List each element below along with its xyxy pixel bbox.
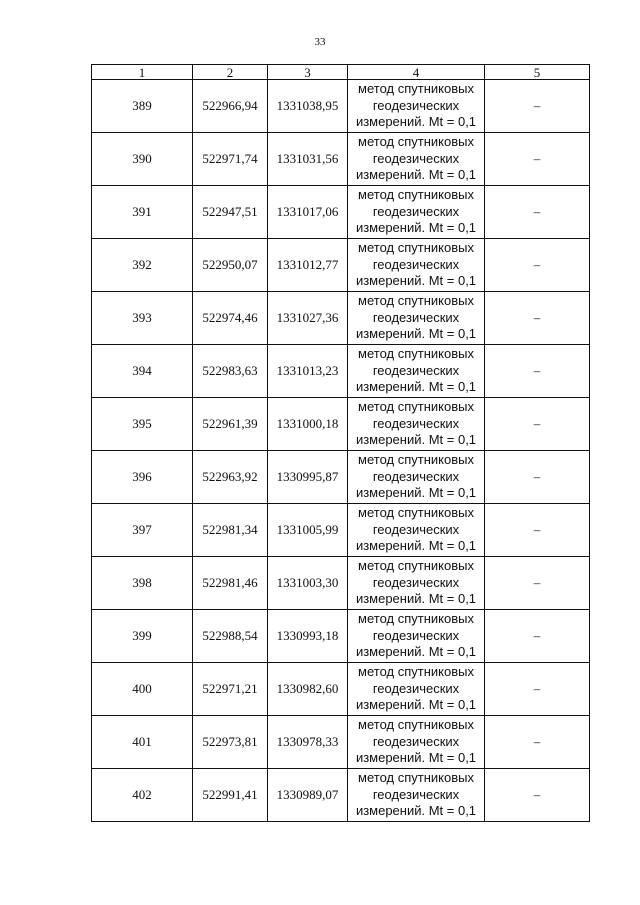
table-row (92, 610, 590, 663)
method-line: геодезических (372, 256, 460, 272)
method-line: метод спутниковых (358, 611, 474, 627)
x-coordinate-cell: 522966,94 (193, 80, 268, 133)
point-number-cell: 390 (92, 133, 193, 186)
method-cell (348, 186, 485, 239)
note-cell: – (485, 769, 590, 822)
y-coordinate-cell: 1331017,06 (268, 186, 348, 239)
method-cell (348, 292, 485, 345)
method-line: измерений. Mt = 0,1 (355, 273, 477, 289)
x-coordinate-cell: 522974,46 (193, 292, 268, 345)
header-col-4: 4 (348, 65, 485, 80)
point-number-cell: 400 (92, 663, 193, 716)
table-row (92, 663, 590, 716)
method-line: измерений. Mt = 0,1 (355, 538, 477, 554)
y-coordinate-cell: 1330978,33 (268, 716, 348, 769)
y-coordinate-cell: 1330982,60 (268, 663, 348, 716)
method-line: метод спутниковых (358, 664, 474, 680)
point-number-cell: 395 (92, 398, 193, 451)
method-line: метод спутниковых (358, 81, 474, 97)
header-col-5: 5 (485, 65, 590, 80)
method-line: метод спутниковых (358, 452, 474, 468)
method-line: геодезических (372, 468, 460, 484)
table-row (92, 398, 590, 451)
note-cell: – (485, 345, 590, 398)
y-coordinate-cell: 1330995,87 (268, 451, 348, 504)
method-line: геодезических (372, 627, 460, 643)
y-coordinate-cell: 1331003,30 (268, 557, 348, 610)
table-row (92, 292, 590, 345)
note-cell: – (485, 451, 590, 504)
x-coordinate-cell: 522983,63 (193, 345, 268, 398)
method-line: измерений. Mt = 0,1 (355, 432, 477, 448)
point-number-cell: 398 (92, 557, 193, 610)
table-body (92, 80, 590, 822)
method-line: измерений. Mt = 0,1 (355, 697, 477, 713)
method-line: измерений. Mt = 0,1 (355, 644, 477, 660)
page-number: 33 (314, 36, 326, 48)
method-cell (348, 398, 485, 451)
coordinates-table (91, 64, 590, 822)
point-number-cell: 396 (92, 451, 193, 504)
table-row (92, 557, 590, 610)
note-cell: – (485, 716, 590, 769)
point-number-cell: 394 (92, 345, 193, 398)
point-number-cell: 392 (92, 239, 193, 292)
note-cell: – (485, 610, 590, 663)
method-line: измерений. Mt = 0,1 (355, 750, 477, 766)
method-line: метод спутниковых (358, 399, 474, 415)
method-line: геодезических (372, 786, 460, 802)
method-line: геодезических (372, 362, 460, 378)
table-row (92, 239, 590, 292)
method-cell (348, 769, 485, 822)
method-line: геодезических (372, 150, 460, 166)
method-cell (348, 716, 485, 769)
table-row (92, 769, 590, 822)
table-row (92, 345, 590, 398)
table-row (92, 186, 590, 239)
method-line: геодезических (372, 415, 460, 431)
point-number-cell: 397 (92, 504, 193, 557)
x-coordinate-cell: 522973,81 (193, 716, 268, 769)
method-line: измерений. Mt = 0,1 (355, 220, 477, 236)
table-row (92, 716, 590, 769)
method-cell (348, 557, 485, 610)
method-cell (348, 133, 485, 186)
y-coordinate-cell: 1330993,18 (268, 610, 348, 663)
note-cell: – (485, 504, 590, 557)
method-cell (348, 610, 485, 663)
x-coordinate-cell: 522981,34 (193, 504, 268, 557)
point-number-cell: 393 (92, 292, 193, 345)
method-line: геодезических (372, 574, 460, 590)
point-number-cell: 389 (92, 80, 193, 133)
x-coordinate-cell: 522981,46 (193, 557, 268, 610)
note-cell: – (485, 398, 590, 451)
point-number-cell: 399 (92, 610, 193, 663)
note-cell: – (485, 186, 590, 239)
table-row (92, 451, 590, 504)
method-line: геодезических (372, 309, 460, 325)
point-number-cell: 391 (92, 186, 193, 239)
note-cell: – (485, 292, 590, 345)
method-line: метод спутниковых (358, 346, 474, 362)
y-coordinate-cell: 1331038,95 (268, 80, 348, 133)
note-cell: – (485, 663, 590, 716)
method-line: измерений. Mt = 0,1 (355, 591, 477, 607)
y-coordinate-cell: 1331012,77 (268, 239, 348, 292)
method-line: геодезических (372, 680, 460, 696)
method-line: измерений. Mt = 0,1 (355, 803, 477, 819)
table-row (92, 80, 590, 133)
x-coordinate-cell: 522971,21 (193, 663, 268, 716)
method-line: геодезических (372, 733, 460, 749)
y-coordinate-cell: 1331000,18 (268, 398, 348, 451)
y-coordinate-cell: 1330989,07 (268, 769, 348, 822)
point-number-cell: 402 (92, 769, 193, 822)
y-coordinate-cell: 1331031,56 (268, 133, 348, 186)
method-cell (348, 451, 485, 504)
x-coordinate-cell: 522971,74 (193, 133, 268, 186)
method-line: измерений. Mt = 0,1 (355, 114, 477, 130)
table-row (92, 504, 590, 557)
header-col-3: 3 (268, 65, 348, 80)
table-header-row (92, 65, 590, 80)
method-line: метод спутниковых (358, 505, 474, 521)
method-cell (348, 80, 485, 133)
method-line: метод спутниковых (358, 293, 474, 309)
method-line: метод спутниковых (358, 717, 474, 733)
x-coordinate-cell: 522950,07 (193, 239, 268, 292)
method-line: метод спутниковых (358, 187, 474, 203)
method-line: измерений. Mt = 0,1 (355, 485, 477, 501)
y-coordinate-cell: 1331005,99 (268, 504, 348, 557)
note-cell: – (485, 557, 590, 610)
method-line: метод спутниковых (358, 240, 474, 256)
method-line: геодезических (372, 97, 460, 113)
x-coordinate-cell: 522947,51 (193, 186, 268, 239)
method-line: метод спутниковых (358, 558, 474, 574)
x-coordinate-cell: 522961,39 (193, 398, 268, 451)
note-cell: – (485, 133, 590, 186)
method-line: метод спутниковых (358, 134, 474, 150)
method-cell (348, 239, 485, 292)
method-line: измерений. Mt = 0,1 (355, 379, 477, 395)
header-col-2: 2 (193, 65, 268, 80)
method-line: измерений. Mt = 0,1 (355, 167, 477, 183)
method-line: измерений. Mt = 0,1 (355, 326, 477, 342)
y-coordinate-cell: 1331027,36 (268, 292, 348, 345)
x-coordinate-cell: 522988,54 (193, 610, 268, 663)
table-row (92, 133, 590, 186)
method-line: геодезических (372, 521, 460, 537)
method-cell (348, 345, 485, 398)
y-coordinate-cell: 1331013,23 (268, 345, 348, 398)
method-line: метод спутниковых (358, 770, 474, 786)
note-cell: – (485, 80, 590, 133)
note-cell: – (485, 239, 590, 292)
method-cell (348, 663, 485, 716)
x-coordinate-cell: 522963,92 (193, 451, 268, 504)
method-line: геодезических (372, 203, 460, 219)
method-cell (348, 504, 485, 557)
point-number-cell: 401 (92, 716, 193, 769)
x-coordinate-cell: 522991,41 (193, 769, 268, 822)
header-col-1: 1 (92, 65, 193, 80)
